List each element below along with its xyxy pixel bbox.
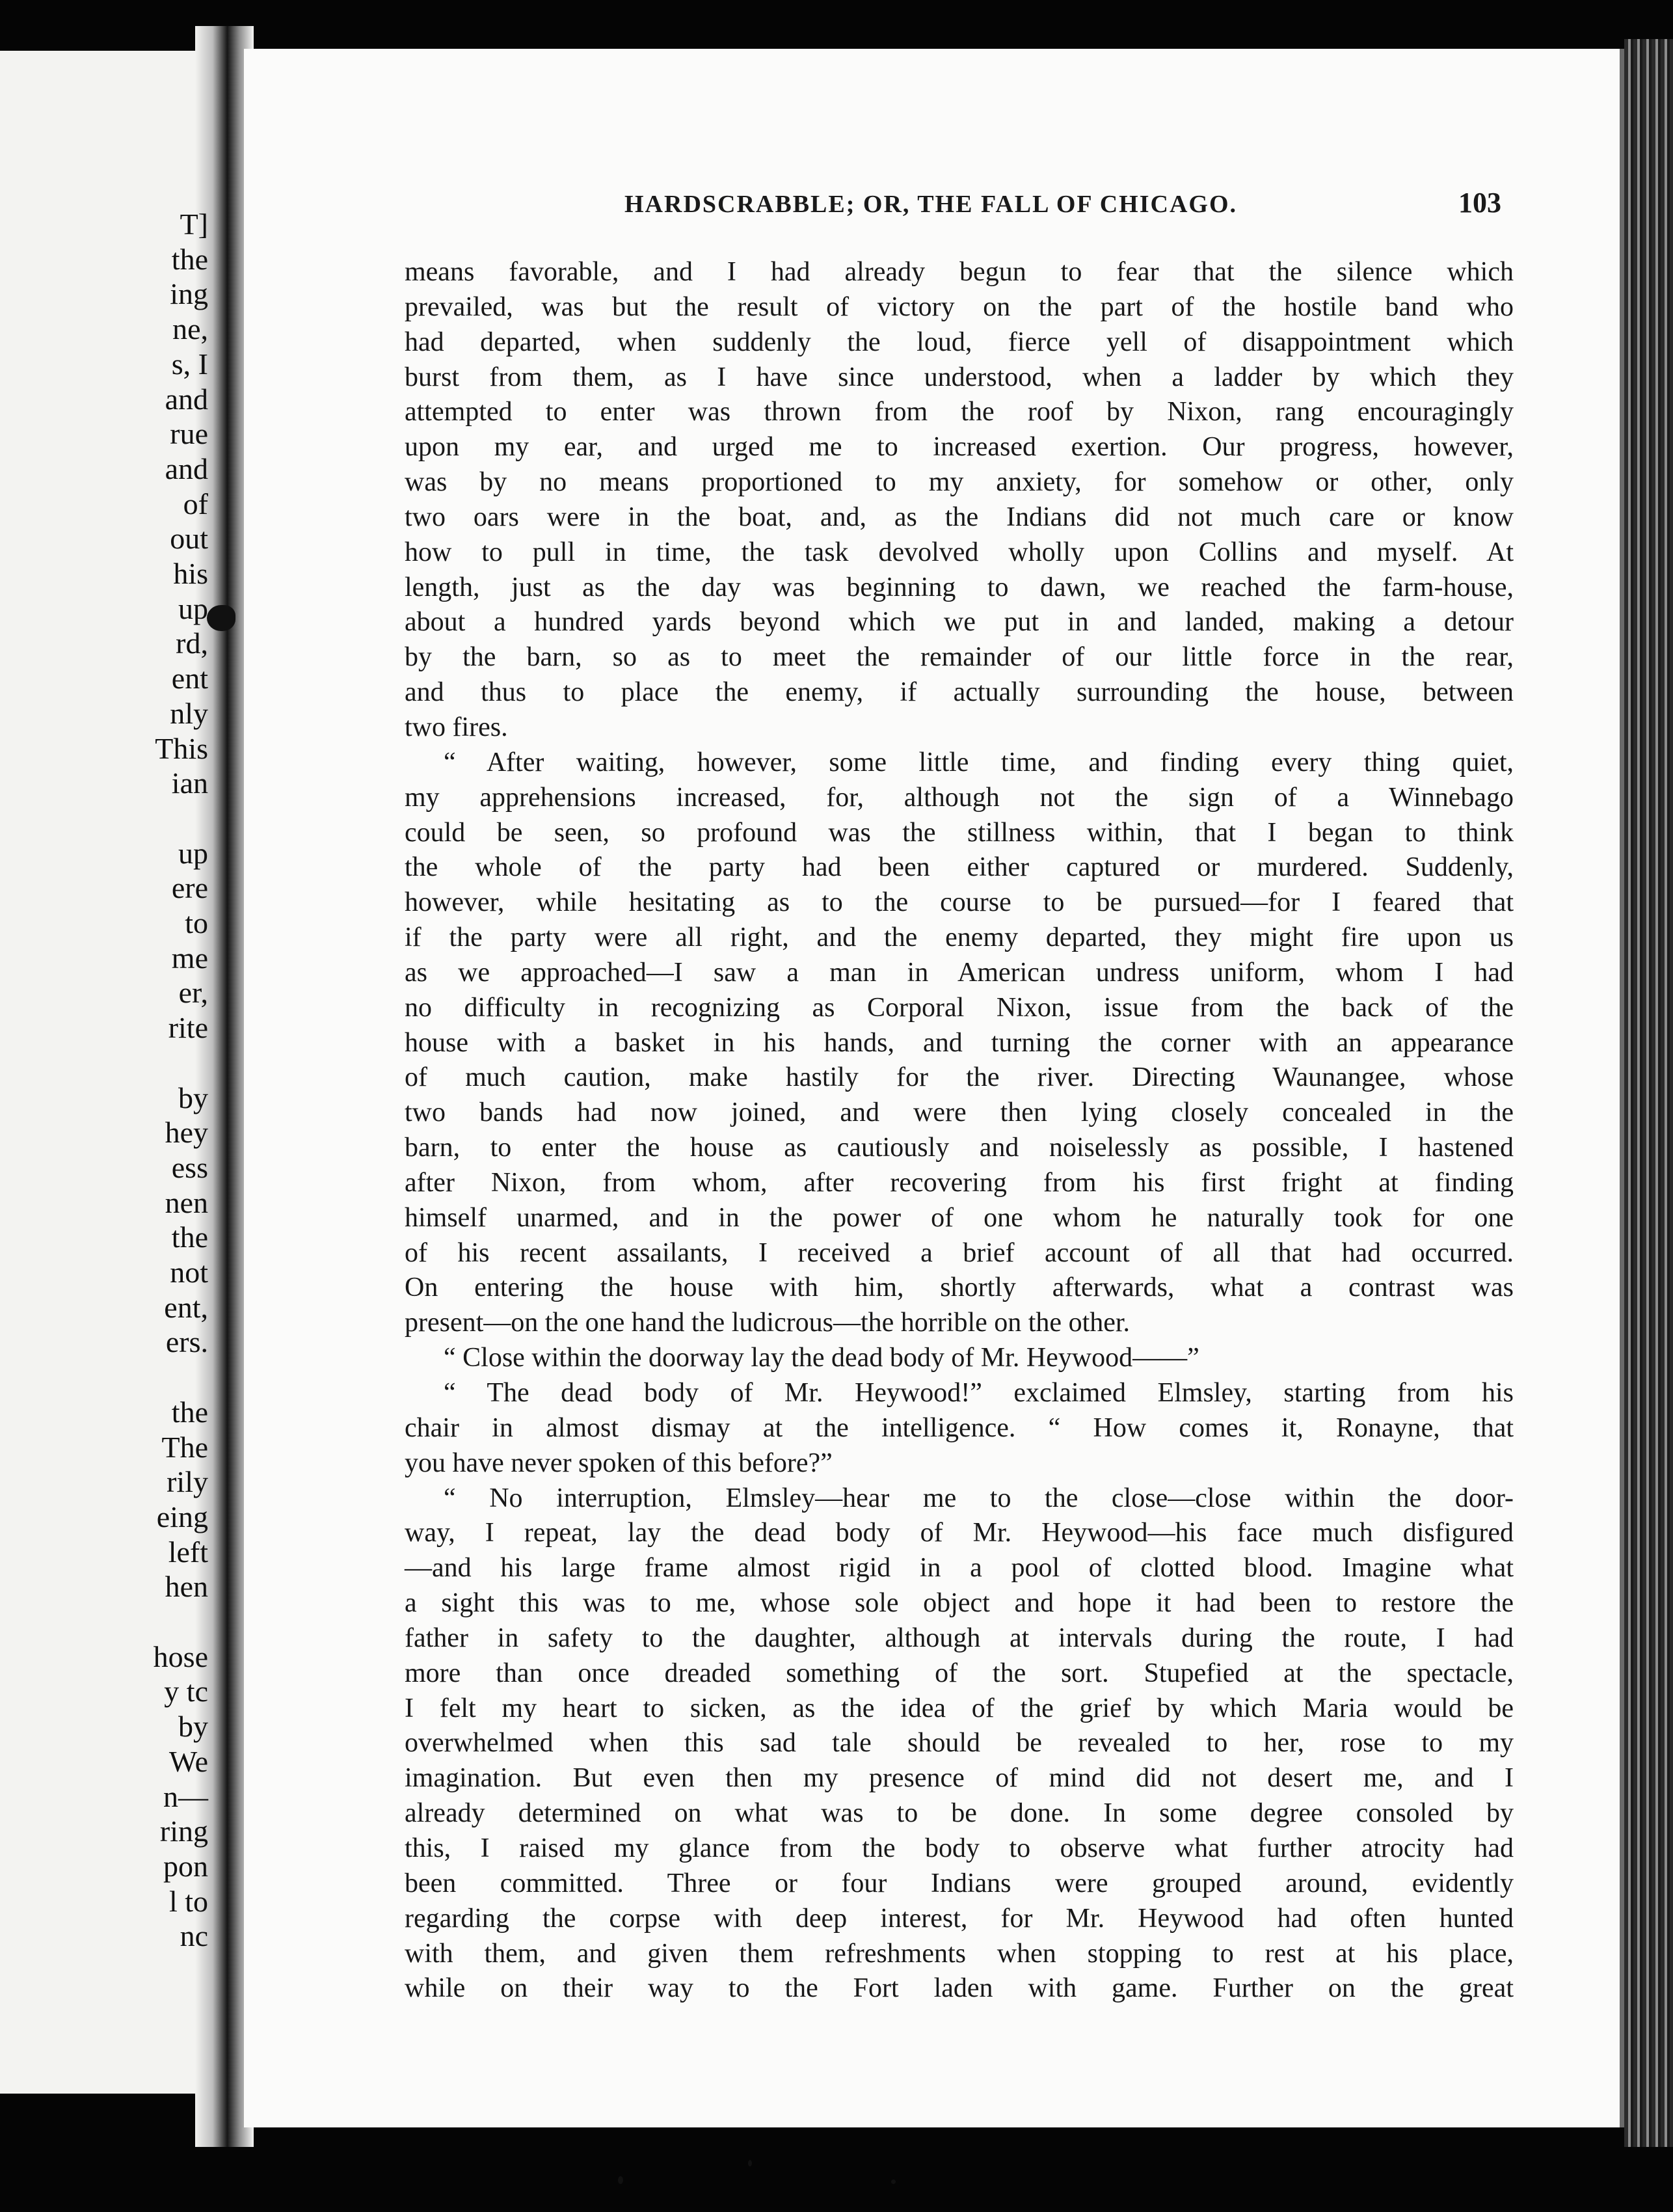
text-line: attempted to enter was thrown from the roof by Nixon, rang encouragingly (405, 397, 1514, 427)
text-line: means favorable, and I had already begun to fear that the silence which (405, 257, 1514, 287)
left-page-line: ing (170, 277, 208, 311)
text-line: about a hundred yards beyond which we put in and landed, making a detour (405, 607, 1514, 638)
text-line: imagination. But even then my presence of mind did not desert me, and I (405, 1763, 1514, 1794)
text-line: my apprehensions increased, for, although not the sign of a Winnebago (405, 782, 1514, 813)
text-line: while on their way to the Fort laden with game. Further on the great (405, 1973, 1514, 2004)
text-line: of much caution, make hastily for the river. Directing Waunangee, whose (405, 1062, 1514, 1093)
text-line: barn, to enter the house as cautiously and noiselessly as possible, I hastened (405, 1133, 1514, 1163)
text-line: already determined on what was to be done. In some degree consoled by (405, 1798, 1514, 1829)
page-edge-stack (1624, 39, 1673, 2147)
left-page-line: pon (163, 1849, 208, 1883)
text-line: no difficulty in recognizing as Corporal Nixon, issue from the back of the (405, 992, 1514, 1023)
text-line: and thus to place the enemy, if actually surrounding the house, between (405, 677, 1514, 708)
left-page-line: We (168, 1744, 208, 1778)
left-page-line: er, (178, 976, 208, 1010)
text-line: could be seen, so profound was the stillness within, that I began to think (405, 817, 1514, 848)
left-page-line: hen (165, 1570, 208, 1604)
text-line: a sight this was to me, whose sole object and hope it had been to restore the (405, 1588, 1514, 1619)
left-page-line: up (178, 836, 208, 870)
text-line: house with a basket in his hands, and turning the corner with an appearance (405, 1027, 1514, 1058)
left-page-line: eing (156, 1500, 208, 1533)
text-line: “ No interruption, Elmsley—hear me to the close—close within the door- (444, 1483, 1514, 1513)
text-line: prevailed, was but the result of victory on the part of the hostile band who (405, 291, 1514, 322)
left-page-line: rd, (176, 627, 208, 660)
text-line: as we approached—I saw a man in American undress uniform, whom I had (405, 957, 1514, 988)
left-page-line: the (171, 1395, 208, 1429)
left-page-line: ess (171, 1150, 208, 1184)
text-line: On entering the house with him, shortly afterwards, what a contrast was (405, 1273, 1514, 1303)
left-page-line: hey (165, 1116, 208, 1150)
text-line: upon my ear, and urged me to increased exertion. Our progress, however, (405, 432, 1514, 463)
scan-speck (891, 2179, 896, 2184)
left-page-line: T] (180, 208, 208, 241)
page-number: 103 (1458, 187, 1501, 219)
left-page-line: hose (153, 1639, 208, 1673)
left-page-line: ring (159, 1814, 208, 1848)
left-page-line: out (170, 522, 208, 556)
binding-stain (207, 605, 235, 631)
left-page-line: y tc (164, 1675, 208, 1708)
left-page-line: s, I (171, 347, 208, 381)
text-line: himself unarmed, and in the power of one whom he naturally took for one (405, 1202, 1514, 1233)
left-page-line: and (165, 382, 208, 416)
text-line: if the party were all right, and the enemy departed, they might fire upon us (405, 923, 1514, 953)
text-line: been committed. Three or four Indians were grouped around, evidently (405, 1868, 1514, 1898)
left-page-line: to (185, 906, 208, 939)
left-page-line: ere (171, 871, 208, 905)
text-line: way, I repeat, lay the dead body of Mr. Heywood—his face much disfigured (405, 1518, 1514, 1548)
text-line: after Nixon, from whom, after recovering from his first fright at finding (405, 1167, 1514, 1198)
left-page-line: nly (170, 696, 208, 730)
left-page-line: not (170, 1256, 208, 1289)
left-page-line: nen (165, 1185, 208, 1219)
text-line: “ After waiting, however, some little time, and finding every thing quiet, (444, 747, 1514, 777)
text-line: of his recent assailants, I received a brief account of all that had occurred. (405, 1237, 1514, 1268)
text-line: how to pull in time, the task devolved wholly upon Collins and myself. At (405, 537, 1514, 567)
text-line: more than once dreaded something of the sort. Stupefied at the spectacle, (405, 1658, 1514, 1688)
left-page-line: the (171, 1221, 208, 1254)
text-line: —and his large frame almost rigid in a pool of clotted blood. Imagine what (405, 1553, 1514, 1584)
text-line: this, I raised my glance from the body to observe what further atrocity had (405, 1833, 1514, 1863)
left-page-line: his (173, 557, 208, 590)
left-page-line: rily (167, 1465, 208, 1499)
text-line: by the barn, so as to meet the remainder of our little force in the rear, (405, 642, 1514, 673)
left-page-line: ers. (165, 1325, 208, 1359)
left-page-line: ne, (172, 312, 208, 346)
text-line: with them, and given them refreshments when stopping to rest at his place, (405, 1938, 1514, 1969)
text-line: two fires. (405, 712, 508, 742)
text-line: length, just as the day was beginning to dawn, we reached the farm-house, (405, 572, 1514, 602)
text-line: burst from them, as I have since understood, when a ladder by which they (405, 362, 1514, 392)
left-page-line: rite (168, 1011, 208, 1045)
left-page-line: of (183, 487, 208, 520)
text-line: “ Close within the doorway lay the dead body of Mr. Heywood——” (444, 1343, 1199, 1373)
text-line: chair in almost dismay at the intelligence. “ How comes it, Ronayne, that (405, 1412, 1514, 1443)
left-page-line: the (171, 242, 208, 276)
text-line: regarding the corpse with deep interest, for Mr. Heywood had often hunted (405, 1903, 1514, 1934)
left-page-line: ent, (164, 1290, 208, 1324)
text-line: two bands had now joined, and were then lying closely concealed in the (405, 1098, 1514, 1128)
text-line: however, while hesitating as to the course to be pursued—for I feared that (405, 887, 1514, 918)
left-page-line: ian (171, 766, 208, 800)
left-page-line: and (165, 452, 208, 485)
text-line: overwhelmed when this sad tale should be revealed to her, rose to my (405, 1728, 1514, 1759)
text-line: you have never spoken of this before?” (405, 1448, 833, 1478)
left-page-line: nc (180, 1919, 208, 1953)
left-page-line: left (168, 1535, 208, 1569)
left-page-line: rue (170, 417, 208, 451)
text-line: the whole of the party had been either captured or murdered. Suddenly, (405, 852, 1514, 883)
body-text (405, 255, 1514, 2006)
left-page-line: by (178, 1081, 208, 1114)
text-line: two oars were in the boat, and, as the Indians did not much care or know (405, 502, 1514, 532)
left-page-line: me (171, 941, 208, 975)
left-page-line: by (178, 1710, 208, 1744)
text-line: “ The dead body of Mr. Heywood!” exclaimed Elmsley, starting from his (444, 1378, 1514, 1408)
left-page-line: up (178, 591, 208, 625)
scan-speck (748, 2160, 752, 2166)
left-page-line: l to (168, 1884, 208, 1918)
text-line: was by no means proportioned to my anxiety, for somehow or other, only (405, 467, 1514, 498)
left-page-line: This (155, 731, 208, 765)
left-page-line: n— (163, 1779, 208, 1813)
scan-speck (618, 2176, 623, 2184)
text-line: I felt my heart to sicken, as the idea of the grief by which Maria would be (405, 1693, 1514, 1723)
left-page-line: The (161, 1430, 208, 1464)
left-page-line: ent (171, 662, 208, 695)
running-head: HARDSCRABBLE; OR, THE FALL OF CHICAGO. (624, 191, 1238, 218)
text-line: had departed, when suddenly the loud, fierce yell of disappointment which (405, 327, 1514, 357)
text-line: father in safety to the daughter, although at intervals during the route, I had (405, 1623, 1514, 1653)
text-line: present—on the one hand the ludicrous—the horrible on the other. (405, 1308, 1131, 1338)
